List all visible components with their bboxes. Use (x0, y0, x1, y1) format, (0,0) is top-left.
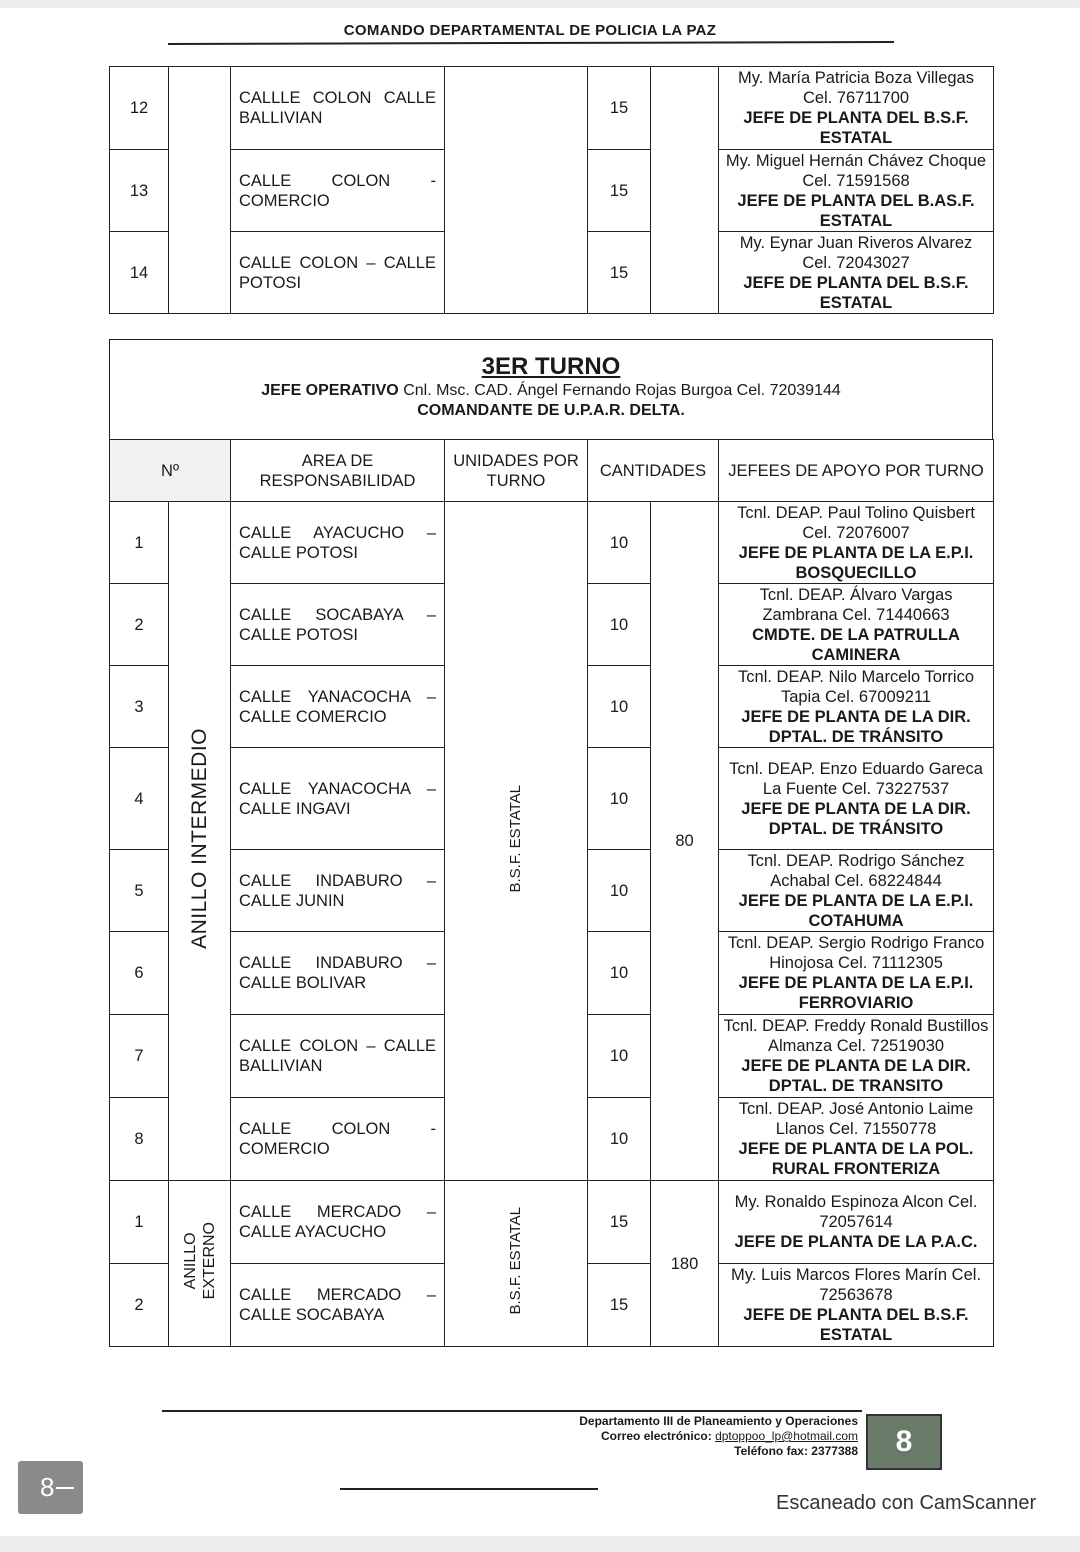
row-number: 13 (110, 150, 169, 232)
chief-name: My. Eynar Juan Riveros Alvarez Cel. 72043027 (739, 233, 973, 272)
row-number: 2 (110, 1264, 169, 1347)
page-badge[interactable] (18, 1461, 83, 1514)
ring-external-label: ANILLO EXTERNO (181, 1222, 218, 1300)
row-number: 14 (110, 232, 169, 314)
chief-name: Tcnl. DEAP. Álvaro Vargas Zambrana Cel. 71440663 (759, 585, 953, 624)
chief-cell (719, 932, 994, 1015)
header-rule (168, 41, 894, 45)
chief-role: JEFE DE PLANTA DE LA P.A.C. (734, 1233, 978, 1251)
unit-cell (445, 67, 588, 314)
page-badge-mark (56, 1487, 74, 1489)
ring-intermediate-label: ANILLO INTERMEDIO (187, 728, 211, 949)
quantity-cell: 15 (588, 232, 651, 314)
chief-role: JEFE DE PLANTA DEL B.S.F. ESTATAL (743, 109, 969, 147)
chief-cell (719, 748, 994, 850)
table-row (110, 1181, 994, 1264)
quantity-cell: 15 (588, 67, 651, 150)
header-chiefs: JEFEES DE APOYO POR TURNO (719, 440, 994, 502)
chief-name: Tcnl. DEAP. Freddy Ronald Bustillos Almanza Cel. 72519030 (723, 1017, 989, 1055)
shift-title: 3ER TURNO (481, 353, 621, 380)
row-number: 2 (110, 584, 169, 666)
quantity-cell: 15 (588, 1264, 651, 1347)
chief-cell (719, 1098, 994, 1181)
header-number: Nº (110, 440, 231, 502)
header-quantities: CANTIDADES (588, 440, 719, 502)
ring-intermediate-cell (169, 502, 231, 1181)
chief-name: Tcnl. DEAP. Sergio Rodrigo Franco Hinojosa Cel. 71112305 (727, 934, 985, 972)
chief-role: JEFE DE PLANTA DEL B.S.F. ESTATAL (743, 273, 969, 312)
chief-cell (719, 1015, 994, 1098)
chief-role: JEFE DE PLANTA DE LA POL. RURAL FRONTERIZA (738, 1140, 974, 1178)
table-header-row (110, 440, 994, 502)
row-number: 6 (110, 932, 169, 1015)
chief-name: Tcnl. DEAP. Paul Tolino Quisbert Cel. 72076007 (737, 503, 975, 542)
unit-label: B.S.F. ESTATAL (507, 784, 525, 893)
quantity-cell: 10 (588, 1098, 651, 1181)
shift-chief-line (110, 381, 992, 401)
chief-name: Tcnl. DEAP. Enzo Eduardo Gareca La Fuente Cel. 73227537 (729, 759, 983, 798)
chief-role: JEFE DE PLANTA DE LA E.P.I. COTAHUMA (738, 891, 974, 930)
page-number: 8 (895, 1425, 913, 1458)
chief-name: My. Ronaldo Espinoza Alcon Cel. 72057614 (734, 1193, 978, 1231)
quantity-cell: 10 (588, 850, 651, 932)
bottom-rule (340, 1488, 598, 1490)
continuation-table (109, 66, 994, 314)
chief-cell (719, 150, 994, 232)
unit-label: B.S.F. ESTATAL (507, 1207, 525, 1315)
ring-external-cell (169, 1181, 231, 1347)
row-number: 1 (110, 502, 169, 584)
shift-commander: COMANDANTE DE U.P.A.R. DELTA. (417, 402, 685, 419)
area-cell: CALLE COLON – CALLE BALLIVIAN (231, 1015, 445, 1098)
chief-name: My. Miguel Hernán Chávez Choque Cel. 71591568 (725, 151, 987, 190)
bottom-strip (0, 1536, 1080, 1552)
chief-role: CMDTE. DE LA PATRULLA CAMINERA (752, 625, 960, 664)
chief-role: JEFE DE PLANTA DE LA E.P.I. BOSQUECILLO (738, 543, 974, 582)
unit-cell (445, 1181, 588, 1347)
chief-cell (719, 232, 994, 314)
chief-cell (719, 1181, 994, 1264)
chief-name: Tcnl. DEAP. José Antonio Laime Llanos Cel. 71550778 (738, 1100, 974, 1138)
header-area: AREA DE RESPONSABILIDAD (231, 440, 445, 502)
chief-name: Tcnl. DEAP. Rodrigo Sánchez Achabal Cel. 68224844 (747, 851, 965, 890)
footer-rule (162, 1410, 862, 1412)
shift-chief-name: Cnl. Msc. CAD. Ángel Fernando Rojas Burgoa Cel. 72039144 (403, 382, 841, 399)
chief-cell (719, 67, 994, 150)
area-cell: CALLLE COLON CALLE BALLIVIAN (231, 67, 445, 150)
header-units: UNIDADES POR TURNO (445, 440, 588, 502)
row-number: 3 (110, 666, 169, 748)
area-cell: CALLE COLON - COMERCIO (231, 150, 445, 232)
chief-name: My. María Patricia Boza Villegas Cel. 76711700 (738, 69, 974, 107)
footer-email-line: Correo electrónico: dptoppoo_lp@hotmail.com (601, 1429, 858, 1443)
chief-role: JEFE DE PLANTA DE LA DIR. DPTAL. DE TRÁNSITO (741, 707, 971, 746)
quantity-cell: 10 (588, 748, 651, 850)
area-cell: CALLE SOCABAYA – CALLE POTOSI (231, 584, 445, 666)
row-number: 1 (110, 1181, 169, 1264)
quantity-cell: 10 (588, 584, 651, 666)
chief-cell (719, 850, 994, 932)
area-cell: CALLE YANACOCHA – CALLE COMERCIO (231, 666, 445, 748)
total-cell: 80 (651, 502, 719, 1181)
ring-cell (169, 67, 231, 314)
row-number: 4 (110, 748, 169, 850)
chief-cell (719, 502, 994, 584)
row-number: 12 (110, 67, 169, 150)
quantity-cell: 10 (588, 502, 651, 584)
chief-role: JEFE DE PLANTA DE LA E.P.I. FERROVIARIO (738, 974, 974, 1012)
table-row (110, 502, 994, 584)
shift-header (109, 339, 993, 439)
chief-cell (719, 1264, 994, 1347)
total-cell: 180 (651, 1181, 719, 1347)
area-cell: CALLE COLON - COMERCIO (231, 1098, 445, 1181)
row-number: 7 (110, 1015, 169, 1098)
area-cell: CALLE INDABURO – CALLE JUNIN (231, 850, 445, 932)
footer-email: dptoppoo_lp@hotmail.com (715, 1429, 858, 1443)
top-strip (0, 0, 1080, 8)
quantity-cell: 15 (588, 1181, 651, 1264)
area-cell: CALLE MERCADO – CALLE AYACUCHO (231, 1181, 445, 1264)
chief-role: JEFE DE PLANTA DE LA DIR. DPTAL. DE TRÁNSITO (741, 799, 971, 838)
area-cell: CALLE YANACOCHA – CALLE INGAVI (231, 748, 445, 850)
total-cell (651, 67, 719, 314)
shift-chief-label: JEFE OPERATIVO (261, 382, 399, 399)
table-row (110, 67, 994, 150)
chief-role: JEFE DE PLANTA DE LA DIR. DPTAL. DE TRANSITO (741, 1057, 971, 1095)
quantity-cell: 10 (588, 932, 651, 1015)
page-badge-number: 8 (40, 1472, 55, 1502)
quantity-cell: 10 (588, 666, 651, 748)
area-cell: CALLE AYACUCHO – CALLE POTOSI (231, 502, 445, 584)
quantity-cell: 15 (588, 150, 651, 232)
chief-cell (719, 584, 994, 666)
quantity-cell: 10 (588, 1015, 651, 1098)
chief-role: JEFE DE PLANTA DEL B.AS.F. ESTATAL (737, 191, 975, 230)
chief-name: My. Luis Marcos Flores Marín Cel. 72563678 (731, 1266, 982, 1304)
page-title: COMANDO DEPARTAMENTAL DE POLICIA LA PAZ (343, 22, 717, 39)
page-number-box (866, 1414, 942, 1470)
chief-role: JEFE DE PLANTA DEL B.S.F. ESTATAL (743, 1306, 969, 1344)
area-cell: CALLE COLON – CALLE POTOSI (231, 232, 445, 314)
scanner-watermark: Escaneado con CamScanner (776, 1492, 1037, 1514)
footer-phone: Teléfono fax: 2377388 (734, 1444, 858, 1458)
footer-info (540, 1414, 858, 1459)
footer-department: Departamento III de Planeamiento y Operaciones (579, 1414, 858, 1428)
shift-table (109, 439, 994, 1347)
chief-name: Tcnl. DEAP. Nilo Marcelo Torrico Tapia Cel. 67009211 (738, 667, 975, 706)
chief-cell (719, 666, 994, 748)
unit-cell (445, 502, 588, 1181)
area-cell: CALLE INDABURO – CALLE BOLIVAR (231, 932, 445, 1015)
row-number: 5 (110, 850, 169, 932)
area-cell: CALLE MERCADO – CALLE SOCABAYA (231, 1264, 445, 1347)
row-number: 8 (110, 1098, 169, 1181)
